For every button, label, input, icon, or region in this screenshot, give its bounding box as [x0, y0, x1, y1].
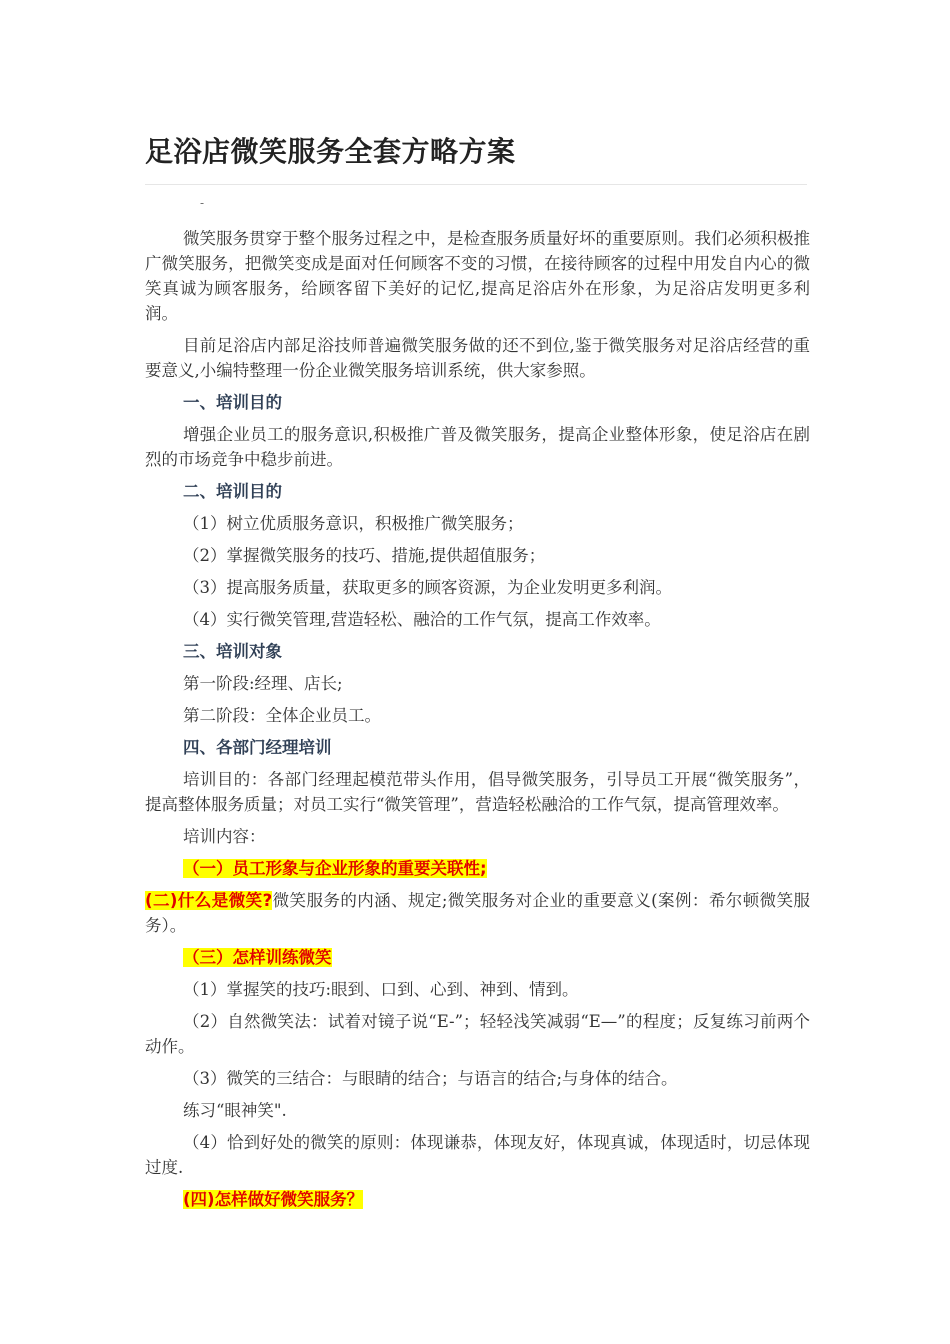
- list-item: 第二阶段：全体企业员工。: [183, 706, 381, 725]
- document-body: [145, 226, 810, 1219]
- list-item: （3）提高服务质量，获取更多的顾客资源，为企业发明更多利润。: [183, 578, 672, 597]
- list-item: 练习“眼神笑".: [183, 1101, 287, 1120]
- list-item: （1）掌握笑的技巧:眼到、口到、心到、神到、情到。: [183, 980, 579, 999]
- highlight-line-1: [145, 856, 810, 881]
- dash-mark: -: [200, 196, 205, 210]
- title-divider: [145, 184, 807, 185]
- page-title: 足浴店微笑服务全套方略方案: [145, 135, 516, 168]
- intro-paragraph-2: 目前足浴店内部足浴技师普遍微笑服务做的还不到位,鉴于微笑服务对足浴店经营的重要意义,小编特整理一份企业微笑服务培训系统，供大家参照。: [145, 336, 810, 380]
- list-item: （4）恰到好处的微笑的原则：体现谦恭，体现友好，体现真诚，体现适时，切忌体现过度.: [145, 1133, 810, 1177]
- highlight-line-3: [145, 945, 810, 970]
- part-2-text: 微笑服务的内涵、规定;微笑服务对企业的重要意义(案例：希尔顿微笑服务）。: [145, 891, 810, 935]
- list-item: （1）树立优质服务意识，积极推广微笑服务；: [183, 514, 524, 533]
- section-heading-3: 三、培训对象: [183, 642, 282, 661]
- list-item: （2）自然微笑法：试着对镜子说“E-”；轻轻浅笑减弱“E—”的程度；反复练习前两个动作。: [145, 1012, 810, 1056]
- training-content-label: 培训内容：: [183, 827, 266, 846]
- section-heading-4: 四、各部门经理培训: [183, 738, 332, 757]
- highlight-part-1: （一）员工形象与企业形象的重要关联性;: [183, 859, 487, 878]
- highlight-part-2: (二)什么是微笑?: [145, 891, 273, 910]
- list-item: （3）微笑的三结合：与眼睛的结合；与语言的结合;与身体的结合。: [183, 1069, 678, 1088]
- highlight-part-4: (四)怎样做好微笑服务？: [183, 1190, 364, 1209]
- highlight-part-3: （三）怎样训练微笑: [183, 948, 332, 967]
- section-heading-2: 二、培训目的: [183, 482, 282, 501]
- intro-paragraph-1: 微笑服务贯穿于整个服务过程之中，是检查服务质量好坏的重要原则。我们必须积极推广微笑服务，把微笑变成是面对任何顾客不变的习惯，在接待顾客的过程中用发自内心的微笑真诚为顾客服务，给顾客留下美好的记忆,提高足浴店外在形象，为足浴店发明更多利润。: [145, 229, 810, 323]
- list-item: （4）实行微笑管理,营造轻松、融洽的工作气氛，提高工作效率。: [183, 610, 661, 629]
- list-item: （2）掌握微笑服务的技巧、措施,提供超值服务；: [183, 546, 546, 565]
- highlight-line-4: [145, 1187, 810, 1212]
- section-heading-1: 一、培训目的: [183, 393, 282, 412]
- training-purpose: 培训目的：各部门经理起模范带头作用，倡导微笑服务，引导员工开展“微笑服务”，提高整体服务质量；对员工实行“微笑管理”，营造轻松融洽的工作气氛，提高管理效率。: [145, 770, 810, 814]
- list-item: 第一阶段:经理、店长;: [183, 674, 343, 693]
- section-1-text: 增强企业员工的服务意识,积极推广普及微笑服务，提高企业整体形象，使足浴店在剧烈的市场竞争中稳步前进。: [145, 425, 810, 469]
- highlight-line-2: [145, 888, 810, 938]
